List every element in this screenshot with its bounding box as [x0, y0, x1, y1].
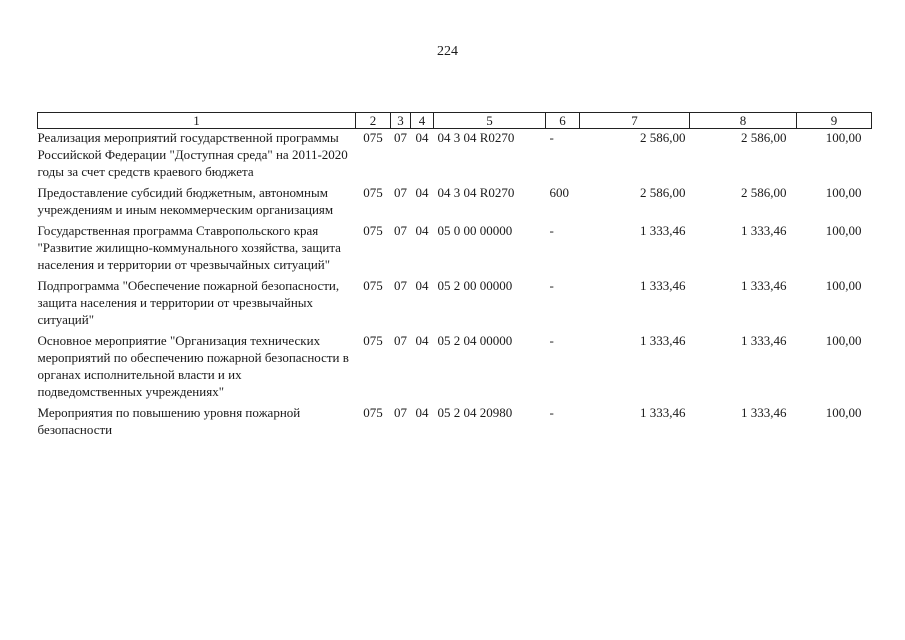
row-grbs: 075 [363, 223, 383, 238]
row-name: Реализация мероприятий государственной программы Российской Федерации "Доступная среда" на 2011-2020 годы за счет средств краевого бюджета [37, 130, 348, 179]
row-fact: 1 333,46 [741, 223, 787, 238]
row-name: Мероприятия по повышению уровня пожарной безопасности [37, 405, 301, 437]
header-cell: 1 [38, 113, 356, 129]
row-name: Государственная программа Ставропольского края "Развитие жилищно-коммунального хозяйства, защита населения и территории от чрезвычайных ситуаций" [37, 223, 341, 272]
row-percent: 100,00 [825, 333, 862, 348]
row-grbs: 075 [363, 130, 383, 145]
row-plan: 2 586,00 [640, 185, 686, 200]
row-percent: 100,00 [825, 278, 862, 293]
row-percent: 100,00 [825, 130, 862, 145]
header-cell: 5 [434, 113, 546, 129]
row-vr: - [549, 130, 554, 145]
row-grbs: 075 [363, 278, 383, 293]
row-rz: 07 [394, 223, 407, 238]
row-csr: 05 2 04 20980 [437, 405, 513, 420]
row-fact: 1 333,46 [741, 278, 787, 293]
row-pr: 04 [415, 185, 429, 200]
row-grbs: 075 [363, 405, 383, 420]
row-vr: - [549, 333, 554, 348]
row-name: Подпрограмма "Обеспечение пожарной безопасности, защита населения и территории от чрезвычайных ситуаций" [37, 278, 340, 327]
header-cell: 3 [391, 113, 411, 129]
row-plan: 1 333,46 [640, 333, 686, 348]
budget-table [37, 112, 872, 442]
header-row [38, 113, 872, 129]
row-csr: 04 3 04 R0270 [437, 185, 515, 200]
header-cell: 9 [797, 113, 872, 129]
page-number: 224 [437, 44, 458, 59]
row-fact: 2 586,00 [741, 185, 787, 200]
row-vr: - [549, 223, 554, 238]
row-pr: 04 [415, 405, 429, 420]
row-grbs: 075 [363, 185, 383, 200]
table-row [38, 222, 872, 277]
table-row [38, 184, 872, 222]
row-rz: 07 [394, 185, 407, 200]
row-pr: 04 [415, 333, 429, 348]
table-row [38, 129, 872, 185]
row-name: Предоставление субсидий бюджетным, автономным учреждениям и иным некоммерческим организациям [37, 185, 334, 217]
row-pr: 04 [415, 223, 429, 238]
table-row [38, 332, 872, 404]
row-fact: 1 333,46 [741, 405, 787, 420]
row-name: Основное мероприятие "Организация технических мероприятий по обеспечению пожарной безопасности в органах исполнительной власти и их подведомственных учреждениях" [37, 333, 349, 399]
row-plan: 2 586,00 [640, 130, 686, 145]
header-cell: 7 [580, 113, 690, 129]
row-fact: 2 586,00 [741, 130, 787, 145]
row-grbs: 075 [363, 333, 383, 348]
row-csr: 05 0 00 00000 [437, 223, 513, 238]
row-pr: 04 [415, 278, 429, 293]
row-plan: 1 333,46 [640, 405, 686, 420]
row-fact: 1 333,46 [741, 333, 787, 348]
row-csr: 05 2 04 00000 [437, 333, 513, 348]
header-cell: 2 [356, 113, 391, 129]
row-rz: 07 [394, 333, 407, 348]
row-vr: 600 [549, 185, 569, 200]
header-cell: 8 [690, 113, 797, 129]
row-percent: 100,00 [825, 223, 862, 238]
row-percent: 100,00 [825, 185, 862, 200]
row-vr: - [549, 278, 554, 293]
row-rz: 07 [394, 278, 407, 293]
row-csr: 05 2 00 00000 [437, 278, 513, 293]
row-plan: 1 333,46 [640, 223, 686, 238]
row-csr: 04 3 04 R0270 [437, 130, 515, 145]
row-vr: - [549, 405, 554, 420]
row-percent: 100,00 [825, 405, 862, 420]
header-cell: 6 [546, 113, 580, 129]
row-plan: 1 333,46 [640, 278, 686, 293]
header-cell: 4 [411, 113, 434, 129]
row-rz: 07 [394, 130, 407, 145]
row-rz: 07 [394, 405, 407, 420]
row-pr: 04 [415, 130, 429, 145]
table-row [38, 404, 872, 442]
table-row [38, 277, 872, 332]
